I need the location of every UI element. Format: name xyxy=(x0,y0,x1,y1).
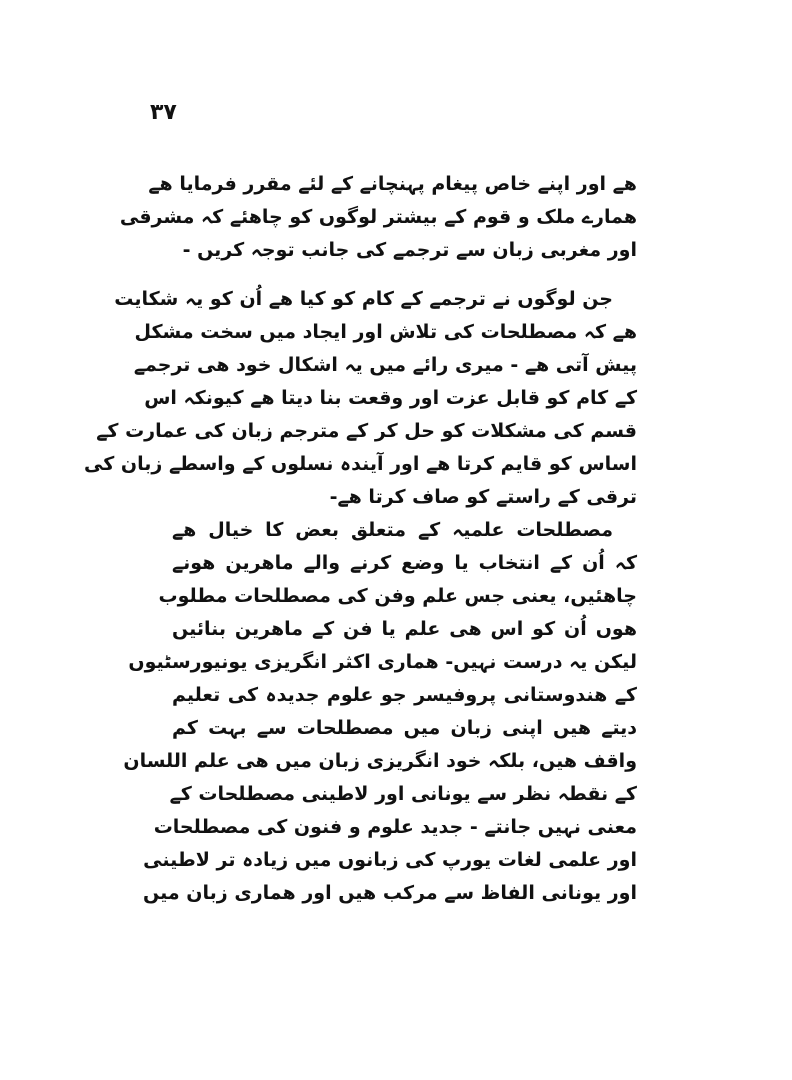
paragraph-line: ھمارے ملک و قوم کے بیشتر لوگوں کو چاھئے کہ مشرقی xyxy=(119,206,637,228)
paragraph-1 xyxy=(119,168,637,267)
paragraph-line: کے ھندوستانی پروفیسر جو علوم جدیدہ کی تعلیم xyxy=(172,684,637,706)
paragraph-line: اساس کو قایم کرتا ھے اور آیندہ نسلوں کے واسطے زبان کی xyxy=(84,453,637,475)
paragraph-line: اور علمی لغات یورپ کی زبانوں میں زیادہ تر لاطینی xyxy=(143,849,637,871)
paragraph-line: قسم کی مشکلات کو حل کر کے مترجم زبان کی عمارت کے xyxy=(96,420,637,442)
paragraph-line: دیتے ھیں اپنی زبان میں مصطلحات سے بہت کم xyxy=(172,717,637,739)
paragraph-line: مصطلحات علمیہ کے متعلق بعض کا خیال ھے xyxy=(172,519,613,541)
paragraph-3 xyxy=(123,514,637,910)
paragraph-line: کے کام کو قابل عزت اور وقعت بنا دیتا ھے کیونکہ اس xyxy=(144,387,637,409)
paragraph-line: جن لوگوں نے ترجمے کے کام کو کیا ھے اُن کو یہ شکایت xyxy=(114,288,613,310)
paragraph-line: اور مغربی زبان سے ترجمے کی جانب توجہ کریں - xyxy=(182,239,637,261)
paragraph-line: کہ اُن کے انتخاب یا وضع کرنے والے ماھرین ھونے xyxy=(172,552,637,574)
paragraph-line: ھوں اُن کو اس ھی علم یا فن کے ماھرین بنائیں xyxy=(172,618,637,640)
paragraph-line: معنی نہیں جانتے - جدید علوم و فنون کی مصطلحات xyxy=(153,816,637,838)
paragraph-line: کے نقطہ نظر سے یونانی اور لاطینی مصطلحات کے xyxy=(169,783,637,805)
paragraph-line: چاھئیں، یعنی جس علم وفن کی مصطلحات مطلوب xyxy=(158,585,637,607)
paragraph-line: ھے اور اپنے خاص پیغام پہنچانے کے لئے مقرر فرمایا ھے xyxy=(148,173,637,195)
paragraph-line: ھے کہ مصطلحات کی تلاش اور ایجاد میں سخت مشکل xyxy=(134,321,637,343)
paragraph-line: اور یونانی الفاظ سے مرکب ھیں اور ھماری زبان میں xyxy=(143,882,637,904)
paragraph-line: ترقی کے راستے کو صاف کرتا ھے- xyxy=(329,486,637,508)
paragraph-line: لیکن یہ درست نہیں- ھماری اکثر انگریزی یونیورسٹیوں xyxy=(128,651,637,673)
page-number: ٣٧ xyxy=(150,100,177,125)
paragraph-line: پیش آتی ھے - میری رائے میں یہ اشکال خود ھی ترجمے xyxy=(133,354,637,376)
paragraph-line: واقف ھیں، بلکہ خود انگریزی زبان میں ھی علم اللسان xyxy=(123,750,637,772)
paragraph-2 xyxy=(84,283,637,514)
